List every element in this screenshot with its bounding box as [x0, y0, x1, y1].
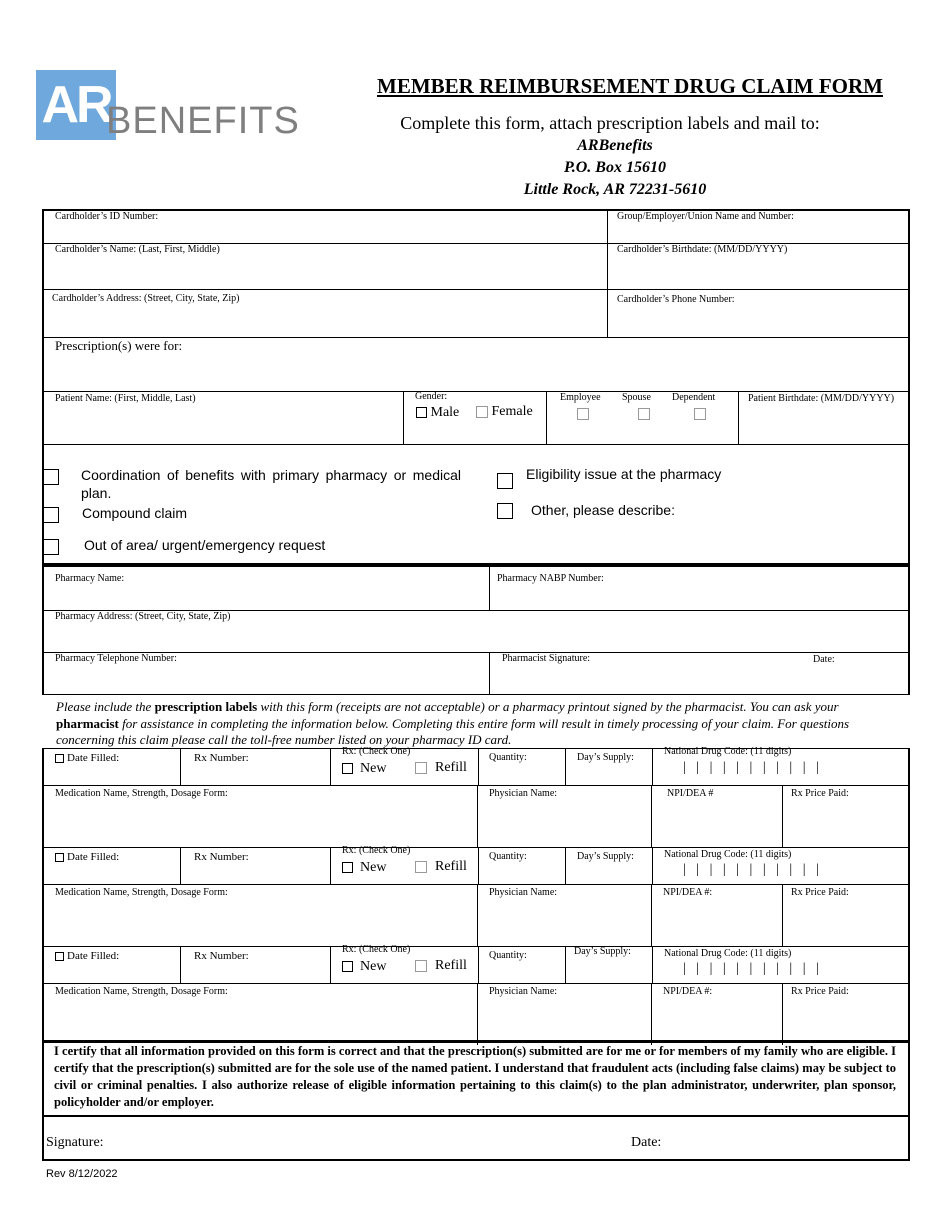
divider: [42, 946, 910, 947]
divider: [477, 983, 478, 1045]
date-filled-label: Date Filled:: [67, 950, 120, 962]
divider: [565, 748, 566, 785]
divider: [652, 946, 653, 983]
female-label: Female: [491, 404, 533, 419]
patient-name-field[interactable]: [44, 406, 400, 442]
divider: [652, 748, 653, 785]
employee-checkbox[interactable]: [577, 408, 589, 420]
divider: [330, 748, 331, 785]
mail-address-city: Little Rock, AR 72231-5610: [523, 181, 707, 198]
rx-price-label: Rx Price Paid:: [791, 788, 849, 799]
rx-check-one-label: Rx: (Check One): [342, 845, 411, 856]
mail-address-po: P.O. Box 15610: [564, 159, 666, 176]
rx-new-option[interactable]: [342, 761, 386, 777]
rx-new-option[interactable]: [342, 959, 386, 975]
signature-date-field[interactable]: [670, 1125, 900, 1155]
pharmacy-nabp-field[interactable]: [492, 586, 906, 608]
signature-date-label: Date:: [631, 1135, 662, 1150]
divider: [565, 847, 566, 884]
dependent-checkbox[interactable]: [694, 408, 706, 420]
quantity-label: Quantity:: [489, 851, 527, 862]
divider: [651, 785, 652, 847]
physician-label: Physician Name:: [489, 887, 558, 898]
logo-benefits-text: BENEFITS: [106, 100, 300, 142]
npi-dea-field[interactable]: [654, 802, 780, 844]
rx-refill-label: Refill: [435, 760, 467, 775]
patient-name-label: Patient Name: (First, Middle, Last): [55, 393, 196, 404]
rx-new-option[interactable]: [342, 860, 386, 876]
pharmacy-nabp-label: Pharmacy NABP Number:: [497, 573, 604, 584]
spouse-checkbox[interactable]: [638, 408, 650, 420]
rx-price-field[interactable]: [785, 1000, 906, 1042]
pharmacy-phone-label: Pharmacy Telephone Number:: [55, 653, 177, 664]
compound-checkbox[interactable]: [43, 507, 59, 523]
rx-new-checkbox[interactable]: [342, 862, 353, 873]
rx-new-label: New: [360, 761, 387, 776]
date-filled-group[interactable]: [55, 752, 119, 764]
male-checkbox[interactable]: [416, 407, 427, 418]
cardholder-id-field[interactable]: [44, 222, 604, 242]
divider: [478, 748, 479, 785]
divider: [42, 391, 910, 392]
ndc-digit-boxes[interactable]: | | | | | | | | | | |: [683, 760, 819, 775]
rx-price-field[interactable]: [785, 802, 906, 844]
mail-address-name: ARBenefits: [577, 137, 653, 154]
cardholder-id-label: Cardholder’s ID Number:: [55, 211, 159, 222]
rx-number-label: Rx Number:: [194, 752, 249, 764]
medication-label: Medication Name, Strength, Dosage Form:: [55, 788, 228, 799]
eligibility-checkbox[interactable]: [497, 473, 513, 489]
date-filled-checkbox[interactable]: [55, 754, 64, 763]
rx-number-label: Rx Number:: [194, 851, 249, 863]
divider: [403, 391, 404, 444]
ndc-label: National Drug Code: (11 digits): [664, 849, 792, 860]
ndc-digit-boxes[interactable]: | | | | | | | | | | |: [683, 961, 819, 976]
pharmacist-date-label: Date:: [813, 654, 835, 665]
npi-dea-label: NPI/DEA #:: [663, 887, 713, 898]
physician-field[interactable]: [480, 901, 648, 943]
divider: [330, 946, 331, 983]
date-filled-checkbox[interactable]: [55, 952, 64, 961]
divider: [477, 785, 478, 847]
days-supply-label: Day’s Supply:: [574, 946, 631, 957]
instructions-bold: pharmacist: [56, 715, 119, 731]
date-filled-label: Date Filled:: [67, 851, 120, 863]
divider: [782, 785, 783, 847]
pharmacist-date-field[interactable]: [800, 667, 906, 693]
divider: [782, 983, 783, 1045]
gender-label: Gender:: [415, 391, 448, 402]
medication-label: Medication Name, Strength, Dosage Form:: [55, 887, 228, 898]
spouse-label: Spouse: [622, 392, 651, 403]
npi-dea-field[interactable]: [654, 1000, 780, 1042]
signature-label: Signature:: [46, 1135, 104, 1150]
gender-female-option[interactable]: [476, 404, 533, 420]
quantity-label: Quantity:: [489, 752, 527, 763]
divider: [42, 1115, 910, 1117]
group-field[interactable]: [610, 222, 906, 242]
physician-label: Physician Name:: [489, 788, 558, 799]
ndc-digit-boxes[interactable]: | | | | | | | | | | |: [683, 862, 819, 877]
physician-label: Physician Name:: [489, 986, 558, 997]
patient-birthdate-field[interactable]: [741, 406, 907, 442]
divider: [42, 983, 910, 984]
medication-field[interactable]: [44, 1000, 474, 1042]
female-checkbox[interactable]: [476, 406, 488, 418]
divider: [42, 884, 910, 885]
date-filled-checkbox[interactable]: [55, 853, 64, 862]
quantity-label: Quantity:: [489, 950, 527, 961]
divider: [478, 847, 479, 884]
divider: [652, 847, 653, 884]
divider: [477, 884, 478, 946]
rx-refill-label: Refill: [435, 859, 467, 874]
divider: [478, 946, 479, 983]
rx-check-one-label: Rx: (Check One): [342, 746, 411, 757]
rx-refill-checkbox[interactable]: [415, 960, 427, 972]
date-filled-label: Date Filled:: [67, 752, 120, 764]
divider: [782, 884, 783, 946]
medication-label: Medication Name, Strength, Dosage Form:: [55, 986, 228, 997]
dependent-label: Dependent: [672, 392, 716, 403]
divider: [651, 884, 652, 946]
form-title: MEMBER REIMBURSEMENT DRUG CLAIM FORM: [377, 74, 883, 98]
rx-price-field[interactable]: [785, 901, 906, 943]
cardholder-birthdate-label: Cardholder’s Birthdate: (MM/DD/YYYY): [617, 244, 788, 255]
rx-price-label: Rx Price Paid:: [791, 986, 849, 997]
divider: [180, 748, 181, 785]
cob-label: Coordination of benefits with primary pharmacy or medical plan.: [81, 467, 461, 501]
rx-new-label: New: [360, 959, 387, 974]
divider: [180, 847, 181, 884]
divider: [42, 289, 910, 290]
form-subtitle: Complete this form, attach prescription labels and mail to:: [400, 113, 820, 133]
npi-dea-label: NPI/DEA #:: [663, 986, 713, 997]
other-checkbox[interactable]: [497, 503, 513, 519]
cardholder-address-label: Cardholder’s Address: (Street, City, State, Zip): [52, 293, 240, 304]
npi-dea-field[interactable]: [654, 901, 780, 943]
pharmacy-address-label: Pharmacy Address: (Street, City, State, Zip): [55, 611, 231, 622]
divider: [42, 785, 910, 786]
rx-new-label: New: [360, 860, 387, 875]
divider: [607, 209, 608, 337]
days-supply-label: Day’s Supply:: [577, 752, 634, 763]
cardholder-birthdate-field[interactable]: [610, 258, 906, 288]
rx-refill-option[interactable]: [415, 760, 467, 776]
cardholder-address-field[interactable]: [44, 306, 604, 336]
out-of-area-checkbox[interactable]: [43, 539, 59, 555]
compound-label: Compound claim: [82, 505, 188, 521]
other-label: Other, please describe:: [531, 502, 675, 518]
rx-refill-option[interactable]: [415, 859, 467, 875]
divider: [489, 652, 490, 695]
divider: [565, 946, 566, 983]
divider: [180, 946, 181, 983]
instructions-part: with this form (receipts are not acceptable) or a pharmacy printout signed by the pharmacist. You can ask your: [257, 699, 839, 714]
pharmacy-phone-field[interactable]: [44, 667, 484, 693]
rx-new-checkbox[interactable]: [342, 961, 353, 972]
medication-field[interactable]: [44, 901, 474, 943]
rx-refill-option[interactable]: [415, 958, 467, 974]
divider: [738, 391, 739, 444]
ndc-label: National Drug Code: (11 digits): [664, 948, 792, 959]
ndc-label: National Drug Code: (11 digits): [664, 746, 792, 757]
divider: [42, 847, 910, 848]
rx-price-label: Rx Price Paid:: [791, 887, 849, 898]
prescriptions-for-label: Prescription(s) were for:: [55, 338, 183, 353]
cob-checkbox[interactable]: [43, 469, 59, 485]
npi-dea-label: NPI/DEA #: [667, 788, 714, 799]
eligibility-label: Eligibility issue at the pharmacy: [526, 466, 722, 482]
group-label: Group/Employer/Union Name and Number:: [617, 211, 794, 222]
days-supply-label: Day’s Supply:: [577, 851, 634, 862]
cardholder-phone-field[interactable]: [610, 306, 906, 336]
rx-new-checkbox[interactable]: [342, 763, 353, 774]
cardholder-name-label: Cardholder’s Name: (Last, First, Middle): [55, 244, 220, 255]
cardholder-name-field[interactable]: [44, 258, 604, 288]
divider: [546, 391, 547, 444]
gender-male-option[interactable]: [416, 405, 459, 421]
signature-field[interactable]: [120, 1125, 600, 1155]
pharmacy-address-field[interactable]: [44, 625, 906, 651]
rx-check-one-label: Rx: (Check One): [342, 944, 411, 955]
medication-field[interactable]: [44, 802, 474, 844]
revision-label: Rev 8/12/2022: [46, 1168, 118, 1180]
date-filled-group[interactable]: [55, 950, 119, 962]
rx-refill-checkbox[interactable]: [415, 762, 427, 774]
instructions-bold: prescription labels: [154, 699, 258, 714]
instructions-part: Please include the: [56, 699, 155, 714]
divider: [42, 444, 910, 445]
patient-birthdate-label: Patient Birthdate: (MM/DD/YYYY): [748, 393, 895, 404]
physician-field[interactable]: [480, 802, 648, 844]
divider: [651, 983, 652, 1045]
logo-ar-text: AR: [41, 76, 111, 134]
male-label: Male: [430, 405, 460, 420]
certification-text: I certify that all information provided on this form is correct and that the prescription(s) submitted are for me or for members of my family who are eligible. I certify that the prescription(s) submitted are for the sole use of the named patient. I understand that fraudulent acts (including false claims) may be subject to civil or criminal penalties. I also authorize release of eligible information pertaining to this claim(s) to the plan administrator, underwriter, plan sponsor, policyholder and/or employer.: [54, 1044, 896, 1109]
divider: [489, 565, 490, 610]
divider: [330, 847, 331, 884]
pharmacy-name-field[interactable]: [44, 586, 484, 608]
out-of-area-label: Out of area/ urgent/emergency request: [84, 537, 326, 553]
physician-field[interactable]: [480, 1000, 648, 1042]
employee-label: Employee: [560, 392, 601, 403]
pharmacist-signature-label: Pharmacist Signature:: [502, 653, 591, 664]
pharmacy-name-label: Pharmacy Name:: [55, 573, 125, 584]
cardholder-phone-label: Cardholder’s Phone Number:: [617, 294, 735, 305]
pharmacist-signature-field[interactable]: [492, 667, 792, 693]
instructions-text: [56, 699, 898, 747]
rx-refill-label: Refill: [435, 958, 467, 973]
rx-refill-checkbox[interactable]: [415, 861, 427, 873]
instructions-part: for assistance in completing the information below. Completing this entire form will result in timely processing of your claim. For questions concerning this claim please call the toll-free number listed on your pharmacy ID card.: [56, 715, 850, 747]
rx-number-label: Rx Number:: [194, 950, 249, 962]
date-filled-group[interactable]: [55, 851, 119, 863]
